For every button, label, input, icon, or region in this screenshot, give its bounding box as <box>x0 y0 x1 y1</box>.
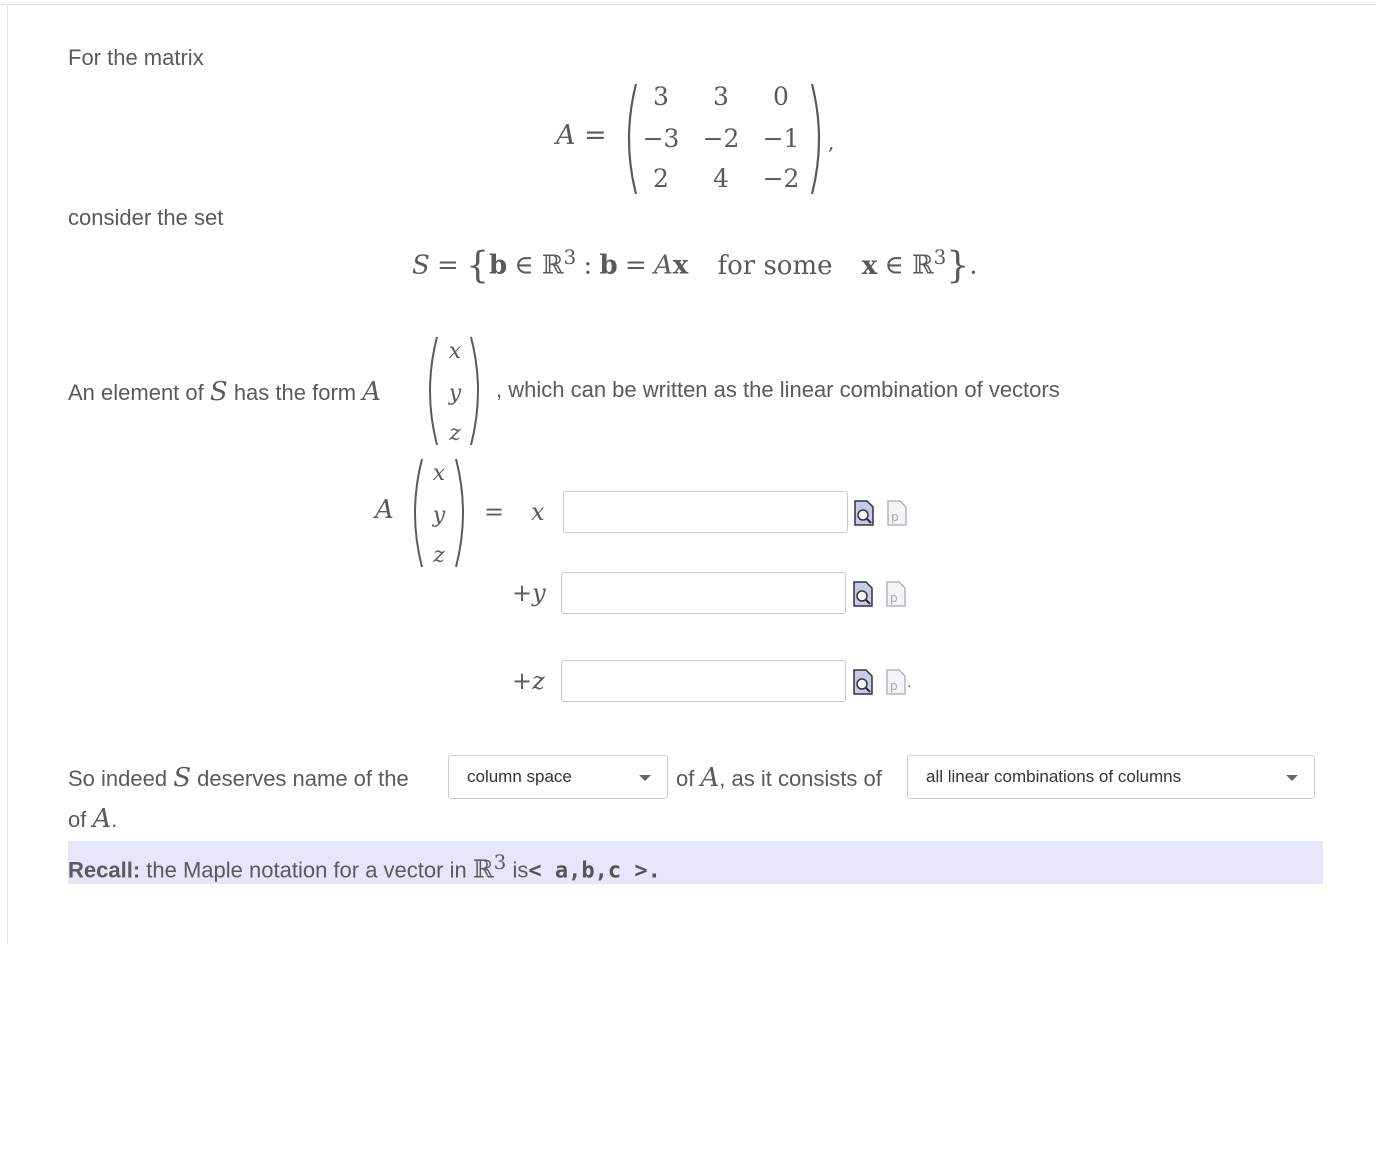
equals: = <box>624 250 647 281</box>
exponent: 3 <box>563 245 577 269</box>
right-brace: } <box>946 245 970 287</box>
element-line-prefix <box>68 377 381 407</box>
preview-icon[interactable] <box>852 669 874 695</box>
matrix-cell: 3 <box>713 82 729 111</box>
exponent: 3 <box>933 245 947 269</box>
matrix-cell: 4 <box>713 164 729 193</box>
conclusion-middle <box>676 763 882 793</box>
vector-x: x <box>672 250 689 281</box>
dropdown-selected-value: column space <box>467 767 572 786</box>
combo-equals: = <box>484 498 505 526</box>
period: . <box>969 250 978 281</box>
coef-z: +z <box>512 667 545 695</box>
matrix-name: A <box>92 804 112 834</box>
intro-text: For the matrix <box>68 45 204 70</box>
consists-of-dropdown[interactable] <box>907 755 1315 799</box>
matrix-cell: 3 <box>653 82 669 111</box>
matrix-cell: −2 <box>702 124 740 153</box>
left-paren <box>422 335 440 447</box>
element-of-R: ∈ ℝ <box>884 250 934 281</box>
vector-z-input[interactable] <box>561 660 846 702</box>
element-of-R: ∈ ℝ <box>514 250 564 281</box>
preview-icon[interactable] <box>853 500 875 526</box>
conclusion-text: of <box>68 807 87 832</box>
for-some-text: for some <box>717 250 833 281</box>
vector-entry: y <box>448 381 462 406</box>
coef-x: x <box>531 498 545 526</box>
period: . <box>111 807 118 832</box>
chevron-down-icon <box>1286 775 1298 781</box>
vector-b: b <box>599 250 618 281</box>
element-text: An element of <box>68 380 204 405</box>
vector-entry: x <box>448 339 462 364</box>
space-type-dropdown[interactable] <box>448 755 668 799</box>
vector-entry: y <box>432 503 446 528</box>
right-paren <box>808 82 828 196</box>
dropdown-selected-value: all linear combinations of columns <box>926 767 1182 786</box>
svg-text:p: p <box>891 510 899 524</box>
set-name: S <box>412 250 430 281</box>
conclusion-line2 <box>68 804 117 834</box>
recall-text: the Maple notation for a vector in <box>146 857 467 883</box>
combo-period: . <box>907 674 912 691</box>
vector-entry: z <box>449 421 461 446</box>
coef-y: +y <box>512 579 546 607</box>
matrix-equals: = <box>584 120 607 151</box>
element-line-suffix: , which can be written as the linear combination of vectors <box>496 377 1060 402</box>
exponent: 3 <box>493 850 507 874</box>
set-name: S <box>173 763 192 793</box>
maple-vector-syntax: < a,b,c >. <box>528 858 661 884</box>
recall-content <box>68 850 661 883</box>
consider-text: consider the set <box>68 205 224 230</box>
matrix-cell: −1 <box>762 124 800 153</box>
svg-text:p: p <box>890 591 898 605</box>
left-paren <box>407 457 425 569</box>
left-divider <box>7 4 8 944</box>
top-divider <box>0 4 1376 5</box>
set-equals: = <box>437 250 459 281</box>
vector-y-input[interactable] <box>561 572 846 614</box>
matrix-cell: −3 <box>642 124 680 153</box>
recall-text: is <box>512 857 529 883</box>
matrix-cell: −2 <box>762 164 800 193</box>
maple-syntax-icon[interactable] <box>886 500 908 526</box>
vector-x: x <box>861 250 878 281</box>
vector-x-input[interactable] <box>563 491 848 533</box>
matrix-name: A <box>700 763 720 793</box>
element-text: has the form <box>233 380 357 405</box>
recall-note <box>68 841 1323 884</box>
set-name: S <box>209 377 228 407</box>
maple-syntax-icon[interactable] <box>885 581 907 607</box>
conclusion-text: So indeed <box>68 766 168 791</box>
matrix-name: A <box>362 377 381 407</box>
set-definition <box>412 245 1012 295</box>
right-paren <box>453 457 471 569</box>
conclusion-prefix <box>68 763 409 793</box>
vector-entry: x <box>432 461 446 486</box>
conclusion-text: of <box>676 766 695 791</box>
matrix-name: A <box>375 495 394 525</box>
real-numbers-symbol: ℝ <box>472 854 494 884</box>
matrix-display <box>550 80 850 200</box>
right-paren <box>468 335 486 447</box>
colon: : <box>583 250 593 281</box>
svg-text:p: p <box>890 679 898 693</box>
matrix-trailing-comma: , <box>828 130 835 154</box>
chevron-down-icon <box>639 775 651 781</box>
maple-syntax-icon[interactable] <box>885 669 907 695</box>
matrix-name: A <box>653 250 673 281</box>
left-brace: { <box>466 245 489 287</box>
recall-label: Recall: <box>68 857 141 883</box>
preview-icon[interactable] <box>852 581 874 607</box>
vector-b: b <box>488 250 508 281</box>
conclusion-text: , as it consists of <box>719 766 882 791</box>
matrix-cell: 0 <box>773 82 789 111</box>
vector-entry: z <box>433 543 445 568</box>
matrix-name: A <box>556 120 576 151</box>
matrix-cell: 2 <box>653 164 669 193</box>
conclusion-text: deserves name of the <box>197 766 409 791</box>
